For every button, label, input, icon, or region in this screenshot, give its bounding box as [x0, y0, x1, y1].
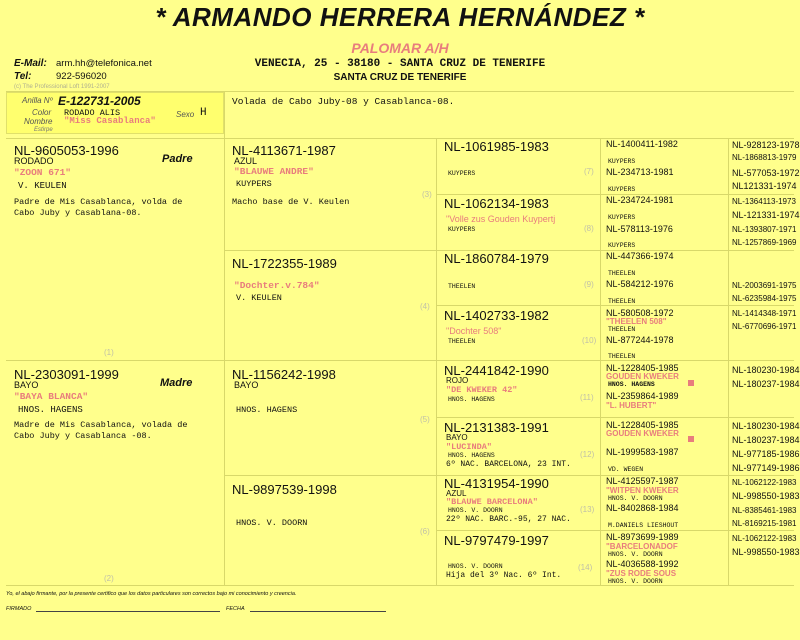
gen5-ring: NL-577053-1972 [732, 168, 800, 178]
gen3-ring: NL-4131954-1990 [444, 476, 549, 491]
gen4-breeder: KUYPERS [608, 242, 636, 249]
gen5-ring: NL-2003691-1975 [732, 281, 797, 290]
color-value: RODADO ALIS [64, 108, 121, 118]
gen3-breeder: HNOS. V. DOORN [448, 507, 503, 514]
madre-name: "BAYA BLANCA" [14, 391, 89, 402]
gen4-breeder: HNOS. V. DOORN [608, 578, 663, 585]
gen5-ring: NL-1257869-1969 [732, 238, 797, 247]
padre-index: (1) [104, 348, 114, 357]
gen3-name: "Dochter 508" [446, 326, 502, 336]
gen4-ring: NL-580508-1972 [606, 308, 674, 318]
gen5-ring: NL-998550-1983 [732, 491, 800, 501]
gen2-breeder: KUYPERS [236, 179, 272, 189]
email-label: E-Mail: [14, 58, 47, 69]
gen3-index: (10) [582, 336, 597, 345]
gen3-note: 22º NAC. BARC.-95, 27 NAC. [446, 515, 571, 524]
gen3-name: "DE KWEKER 42" [446, 385, 518, 395]
madre-note-2: Cabo Juby y Casablanca -08. [14, 431, 152, 441]
gen3-index: (11) [580, 393, 594, 402]
signature-line[interactable] [36, 611, 220, 612]
gen4-name: GOUDEN KWEKER [606, 372, 679, 381]
anilla-label: Anilla Nº [22, 96, 53, 105]
marker-square [688, 436, 694, 442]
gen2-index: (3) [422, 190, 432, 199]
gen3-breeder: THEELEN [448, 283, 476, 290]
gen4-name: "WITPEN KWEKER [606, 486, 679, 495]
gen2-index: (4) [420, 302, 430, 311]
gen3-color: BAYO [446, 433, 468, 442]
padre-name: "ZOON 671" [14, 167, 72, 178]
gen3-breeder: KUYPERS [448, 170, 476, 177]
gen4-breeder: M.DANIELS LIESHOUT [608, 522, 679, 529]
marker-square [688, 380, 694, 386]
gen3-note: Hija del 3º Nac. 6º Int. [446, 571, 562, 580]
gen3-index: (8) [584, 224, 594, 233]
gen3-name: "Volle zus Gouden Kuypertj [446, 214, 556, 224]
gen4-ring: NL-2359864-1989 [606, 391, 679, 401]
gen3-index: (12) [580, 450, 595, 459]
date-line[interactable] [250, 611, 386, 612]
gen3-ring: NL-2441842-1990 [444, 363, 549, 378]
nombre-label: Nombre [24, 117, 53, 126]
remarks: Volada de Cabo Juby-08 y Casablanca-08. [232, 96, 455, 107]
certification-text: Yo, el abajo firmante, por la presente certifico que los datos particulares son correctos bajo mi conocimiento y creencia. [6, 591, 297, 597]
gen5-ring: NL-998550-1983 [732, 547, 800, 557]
gen5-ring: NL-180230-1984 [732, 365, 800, 375]
gen4-ring: NL-234713-1981 [606, 167, 674, 177]
gen5-ring: NL-1062122-1983 [732, 478, 797, 487]
gen4-ring: NL-8973699-1989 [606, 532, 679, 542]
gen5-ring: NL-977185-1986 [732, 449, 800, 459]
gen4-ring: NL-877244-1978 [606, 335, 674, 345]
gen4-ring: NL-4036588-1992 [606, 559, 679, 569]
gen5-ring: NL-6235984-1975 [732, 294, 797, 303]
anilla-value: E-122731-2005 [58, 94, 141, 108]
color-label: Color [32, 108, 52, 117]
gen2-ring: NL-9897539-1998 [232, 482, 337, 497]
gen3-ring: NL-1402733-1982 [444, 308, 549, 323]
gen3-breeder: KUYPERS [448, 226, 476, 233]
gen5-ring: NL-180237-1984 [732, 379, 800, 389]
padre-ring: NL-9605053-1996 [14, 143, 119, 158]
gen4-name: "THEELEN 508" [606, 317, 667, 326]
padre-note-2: Cabo Juby y Casablana-08. [14, 208, 142, 218]
gen3-ring: NL-1860784-1979 [444, 251, 549, 266]
gen5-ring: NL-180237-1984 [732, 435, 800, 445]
madre-ring: NL-2303091-1999 [14, 367, 119, 382]
gen5-ring: NL-1868813-1979 [732, 153, 797, 162]
tel-value: 922-596020 [56, 71, 107, 82]
gen4-breeder: KUYPERS [608, 186, 636, 193]
gen4-ring: NL-234724-1981 [606, 195, 674, 205]
gen5-ring: NL-121331-1974 [732, 210, 800, 220]
address: VENECIA, 25 - 38180 - SANTA CRUZ DE TENERIFE [254, 58, 546, 70]
gen2-breeder: V. KEULEN [236, 293, 282, 303]
gen4-breeder: KUYPERS [608, 158, 636, 165]
madre-label: Madre [160, 377, 193, 389]
gen4-breeder: THEELEN [608, 353, 636, 360]
email-value: arm.hh@telefonica.net [56, 58, 152, 69]
gen2-color: AZUL [234, 156, 258, 166]
padre-breeder: V. KEULEN [18, 181, 67, 191]
gen5-ring: NL-1393807-1971 [732, 225, 797, 234]
gen5-ring: NL-180230-1984 [732, 421, 800, 431]
gen4-ring: NL-4125597-1987 [606, 476, 679, 486]
gen3-index: (14) [578, 563, 593, 572]
gen2-index: (5) [420, 415, 430, 424]
gen4-breeder: THEELEN [608, 326, 636, 333]
palomar-name: PALOMAR A/H [351, 40, 449, 56]
gen2-color: BAYO [234, 380, 259, 390]
gen4-breeder: KUYPERS [608, 214, 636, 221]
gen3-color: AZUL [446, 489, 467, 498]
gen4-breeder: HNOS. V. DOORN [608, 551, 663, 558]
gen5-ring: NL121331-1974 [732, 181, 797, 191]
gen4-ring: NL-1400411-1982 [606, 139, 678, 149]
gen4-ring: NL-8402868-1984 [606, 503, 679, 513]
gen4-name: "L. HUBERT" [606, 401, 657, 410]
gen3-breeder: HNOS. HAGENS [448, 396, 495, 403]
gen2-note: Macho base de V. Keulen [232, 197, 350, 207]
gen3-color: ROJO [446, 376, 469, 385]
gen4-name: GOUDEN KWEKER [606, 429, 679, 438]
gen4-breeder: THEELEN [608, 270, 636, 277]
gen5-ring: NL-1364113-1973 [732, 197, 796, 206]
madre-note-1: Madre de Mis Casablanca, volada de [14, 420, 188, 430]
firmado-label: FIRMADO [6, 606, 32, 612]
sexo-label: Sexo [176, 110, 195, 119]
padre-note-1: Padre de Mis Casablanca, volda de [14, 197, 183, 207]
gen5-ring: NL-8385461-1983 [732, 506, 797, 515]
gen4-ring: NL-447366-1974 [606, 251, 674, 261]
gen2-ring: NL-1722355-1989 [232, 256, 337, 271]
gen2-ring: NL-1156242-1998 [232, 367, 336, 382]
gen3-index: (9) [584, 280, 594, 289]
gen4-breeder: VD. WEGEN [608, 466, 644, 473]
gen3-name: "LUCINDA" [446, 442, 492, 452]
gen4-breeder: HNOS. V. DOORN [608, 495, 663, 502]
city: SANTA CRUZ DE TENERIFE [333, 72, 467, 83]
gen3-index: (7) [584, 167, 594, 176]
copyright: (c) The Professional Loft 1991-2007 [14, 84, 110, 90]
gen3-breeder: HNOS. HAGENS [448, 452, 495, 459]
gen2-name: "BLAUWE ANDRE" [234, 166, 314, 177]
gen2-name: "Dochter.v.784" [234, 280, 320, 291]
padre-color: RODADO [14, 156, 54, 166]
gen4-ring: NL-578113-1976 [606, 224, 673, 234]
gen3-name: "BLAUWE BARCELONA" [446, 497, 538, 507]
madre-index: (2) [104, 574, 114, 583]
gen2-index: (6) [420, 527, 430, 536]
nombre-value: "Miss Casablanca" [64, 116, 156, 126]
gen4-ring: NL-1228405-1985 [606, 420, 679, 430]
madre-breeder: HNOS. HAGENS [18, 405, 83, 415]
gen3-breeder: THEELEN [448, 338, 476, 345]
gen3-ring: NL-1061985-1983 [444, 139, 549, 154]
gen2-breeder: HNOS. V. DOORN [236, 518, 308, 528]
gen4-breeder: THEELEN [608, 298, 636, 305]
gen4-name: "BARCELONADOF [606, 542, 678, 551]
gen5-ring: NL-6770696-1971 [732, 322, 797, 331]
gen5-ring: NL-8169215-1981 [732, 519, 797, 528]
gen3-breeder: HNOS. V. DOORN [448, 563, 503, 570]
gen3-ring: NL-1062134-1983 [444, 196, 549, 211]
gen3-ring: NL-2131383-1991 [444, 420, 549, 435]
gen4-ring: NL-1999583-1987 [606, 447, 679, 457]
estirpe-label: Estirpe [34, 127, 53, 133]
madre-color: BAYO [14, 380, 39, 390]
fecha-label: FECHA [226, 606, 245, 612]
gen5-ring: NL-1062122-1983 [732, 534, 797, 543]
gen5-ring: NL-1414348-1971 [732, 309, 797, 318]
gen5-ring: NL-977149-1986 [732, 463, 800, 473]
gen2-ring: NL-4113671-1987 [232, 143, 336, 158]
tel-label: Tel: [14, 71, 32, 82]
gen4-name: "ZUS RODE SOUS [606, 569, 677, 578]
breeder-title: * ARMANDO HERRERA HERNÁNDEZ * [155, 2, 645, 32]
sexo-value: H [200, 107, 207, 119]
gen4-breeder: HNOS. HAGENS [608, 381, 655, 388]
gen3-note: 6º NAC. BARCELONA, 23 INT. [446, 460, 571, 469]
gen4-ring: NL-1228405-1985 [606, 363, 679, 373]
gen4-ring: NL-584212-1976 [606, 279, 674, 289]
gen3-ring: NL-9797479-1997 [444, 533, 549, 548]
gen2-breeder: HNOS. HAGENS [236, 405, 298, 415]
padre-label: Padre [162, 153, 193, 165]
gen3-index: (13) [580, 505, 595, 514]
gen5-ring: NL-928123-1978 [732, 140, 800, 150]
